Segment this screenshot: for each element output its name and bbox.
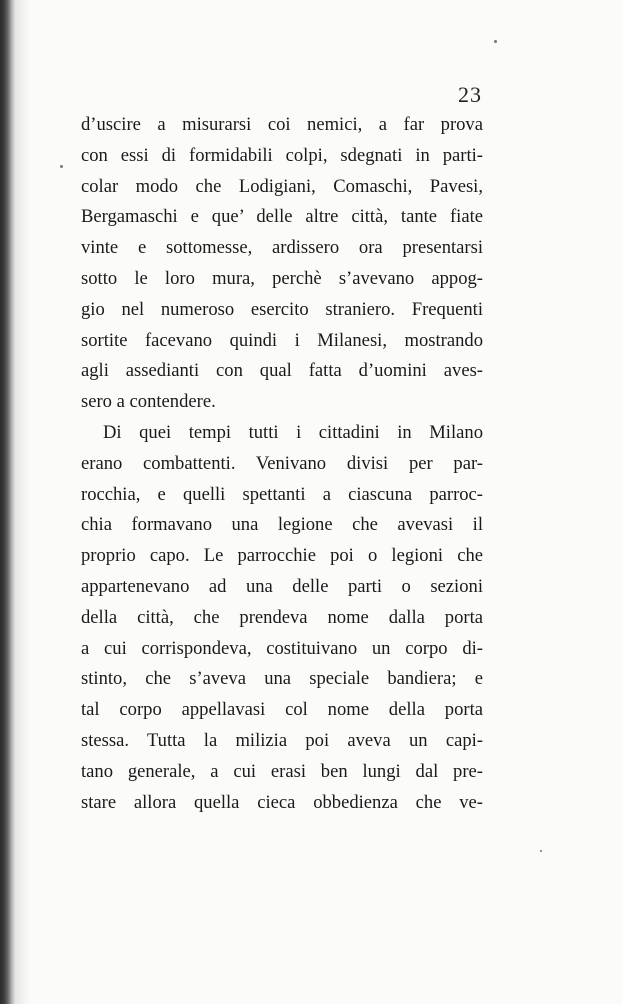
text-line: sotto le loro mura, perchè s’avevano appog- bbox=[81, 267, 483, 289]
text-line: colar modo che Lodigiani, Comaschi, Pavesi, bbox=[81, 175, 483, 197]
text-line: tal corpo appellavasi col nome della porta bbox=[81, 699, 483, 721]
binding-shadow bbox=[16, 0, 30, 1004]
text-line: Di quei tempi tutti i cittadini in Milano bbox=[103, 421, 483, 443]
text-line: stinto, che s’aveva una speciale bandiera; e bbox=[81, 668, 483, 690]
text-line: d’uscire a misurarsi coi nemici, a far prova bbox=[81, 114, 483, 135]
text-line: a cui corrispondeva, costituivano un corpo di- bbox=[81, 637, 483, 659]
text-line: proprio capo. Le parrocchie poi o legioni che bbox=[81, 545, 483, 567]
text-line: stare allora quella cieca obbedienza che ve- bbox=[81, 791, 483, 813]
text-line: con essi di formidabili colpi, sdegnati in parti- bbox=[81, 144, 483, 166]
print-speck bbox=[60, 165, 63, 168]
text-line: tano generale, a cui erasi ben lungi dal pre- bbox=[81, 760, 483, 782]
text-line: Bergamaschi e que’ delle altre città, tante fiate bbox=[81, 206, 483, 228]
text-line: sortite facevano quindi i Milanesi, mostrando bbox=[81, 329, 483, 351]
text-line: vinte e sottomesse, ardissero ora presentarsi bbox=[81, 237, 483, 259]
text-line: agli assedianti con qual fatta d’uomini aves- bbox=[81, 360, 483, 382]
text-line: appartenevano ad una delle parti o sezioni bbox=[81, 575, 483, 597]
text-line: rocchia, e quelli spettanti a ciascuna parroc- bbox=[81, 483, 483, 505]
text-line: chia formavano una legione che avevasi il bbox=[81, 514, 483, 536]
print-speck bbox=[494, 40, 497, 43]
text-line: erano combattenti. Venivano divisi per par- bbox=[81, 452, 483, 474]
page-number: 23 bbox=[458, 82, 482, 107]
print-speck bbox=[540, 850, 542, 852]
body-text bbox=[81, 110, 483, 818]
text-line: sero a contendere. bbox=[81, 391, 216, 413]
text-line: stessa. Tutta la milizia poi aveva un capi- bbox=[81, 729, 483, 751]
text-line: gio nel numeroso esercito straniero. Frequenti bbox=[81, 298, 483, 320]
text-line: della città, che prendeva nome dalla porta bbox=[81, 606, 483, 628]
binding-edge bbox=[0, 0, 16, 1004]
